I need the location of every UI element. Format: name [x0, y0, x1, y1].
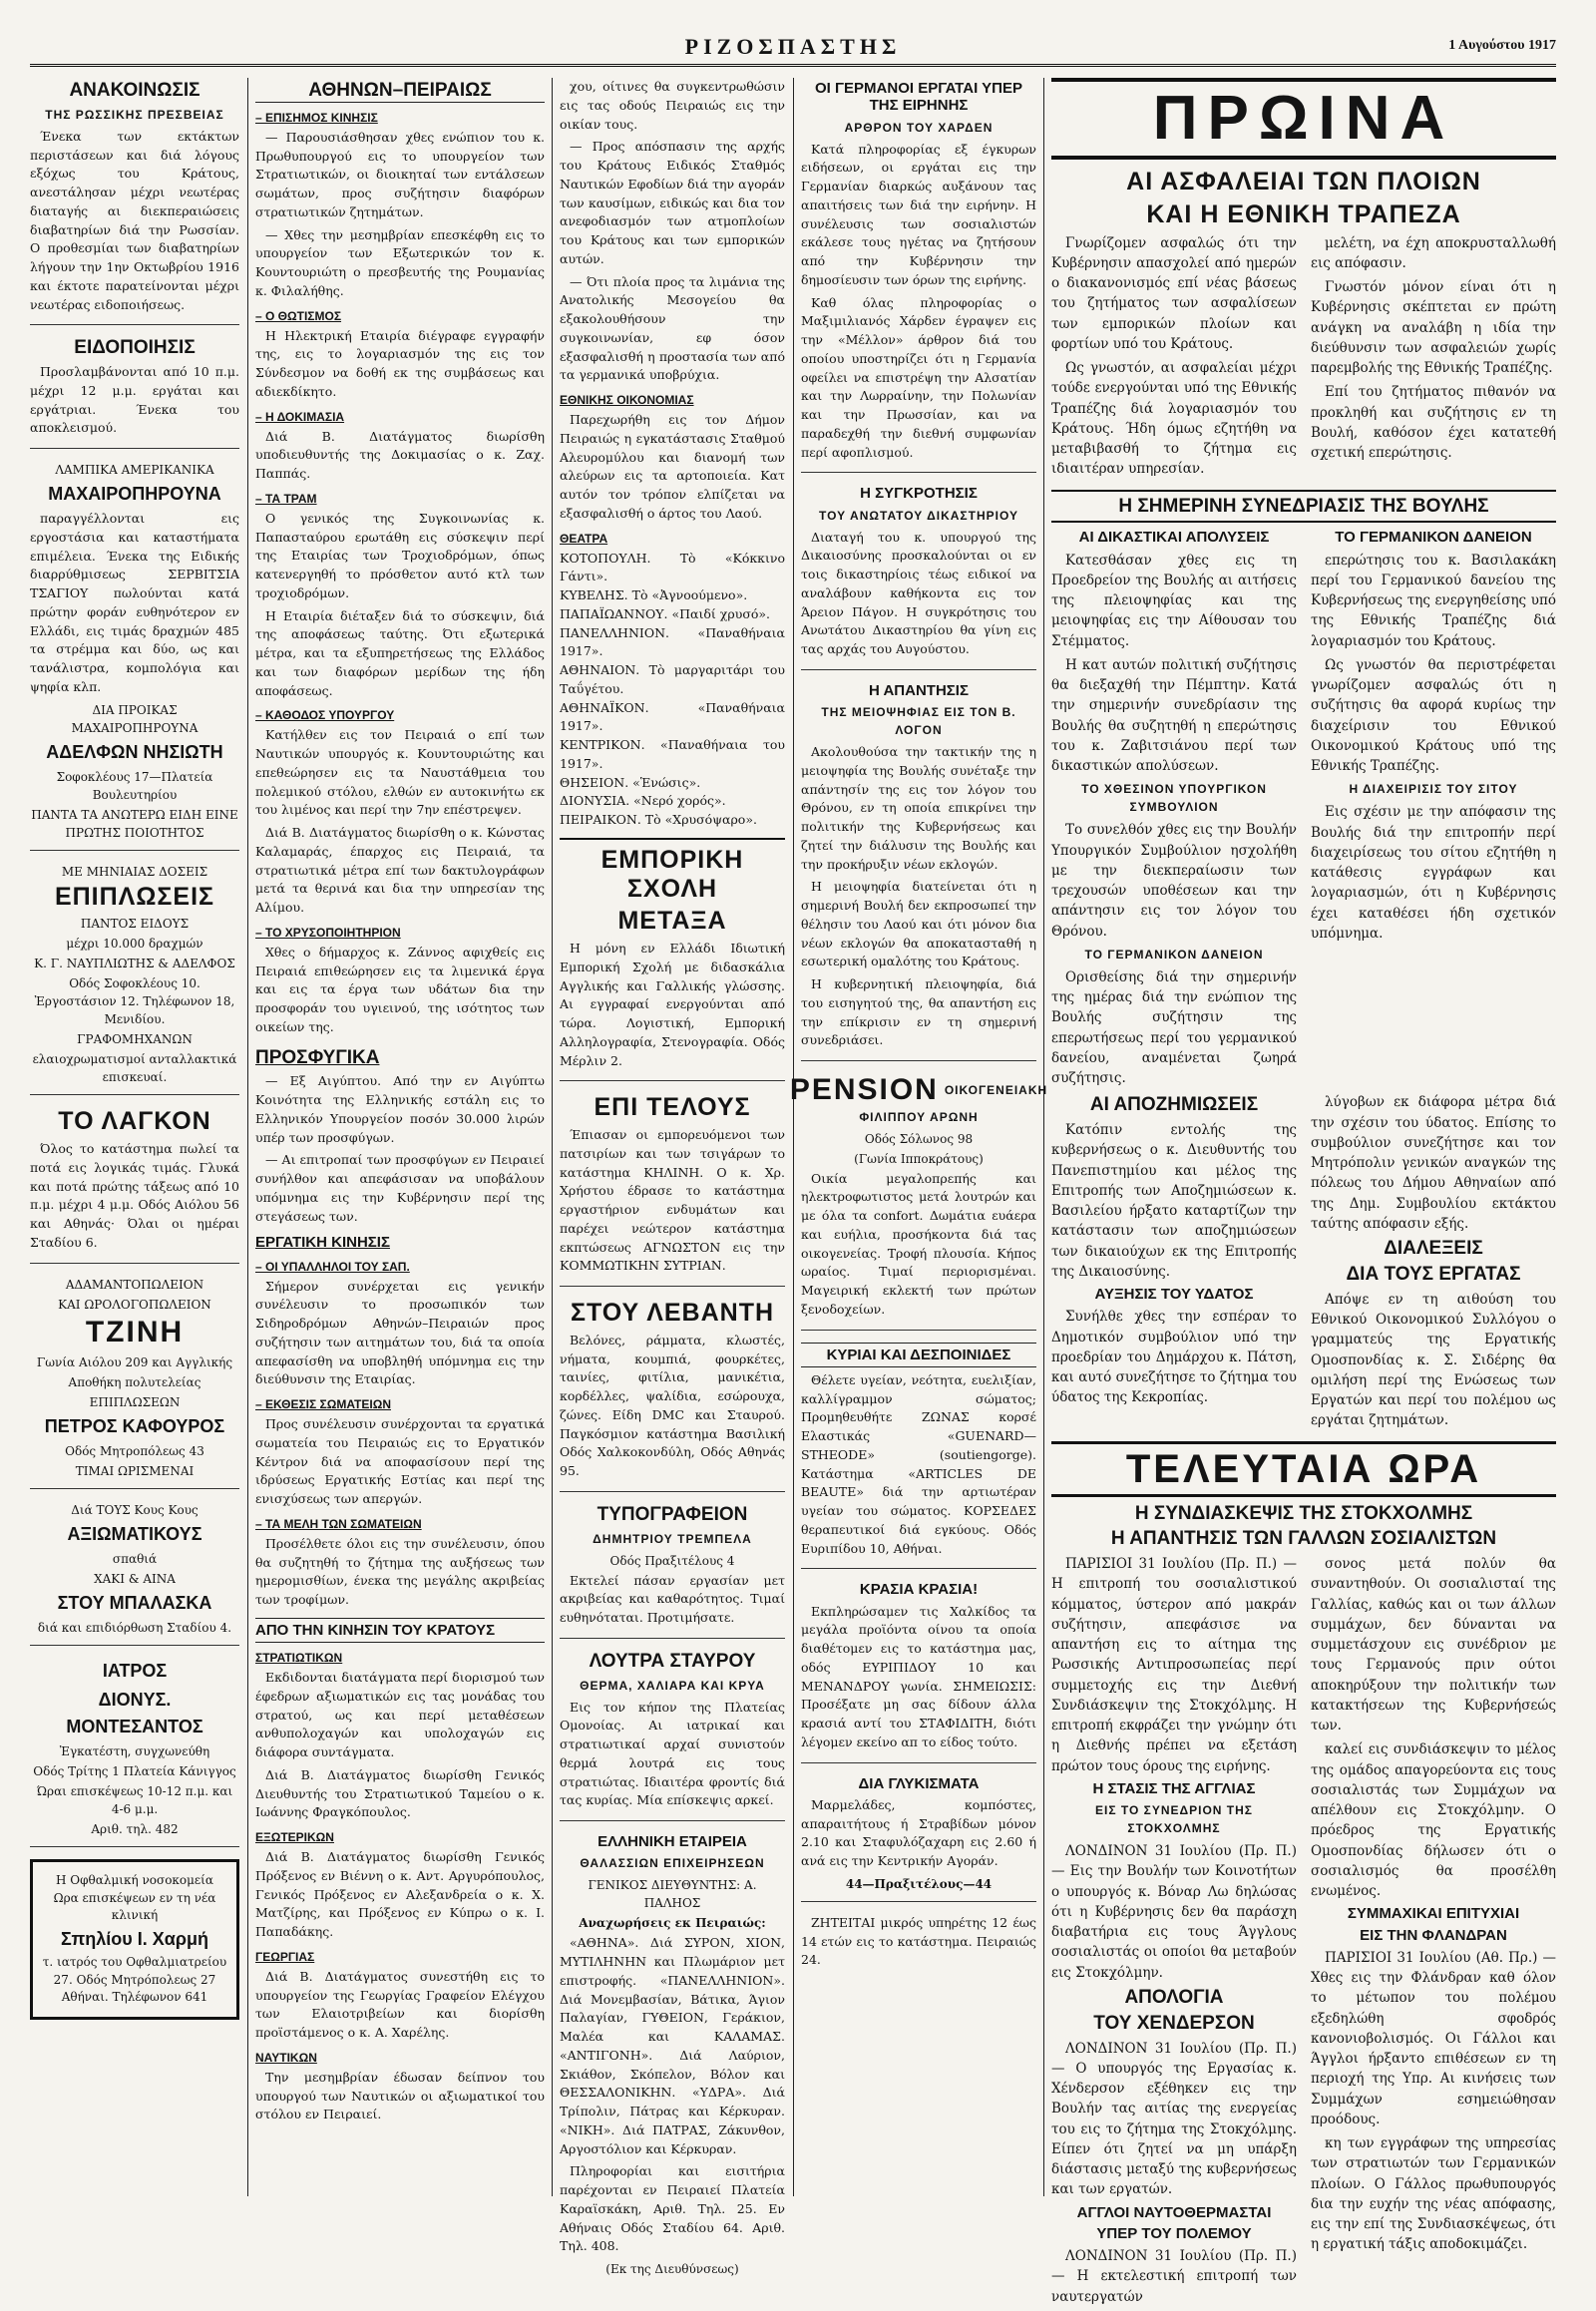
ad-title: ΕΛΛΗΝΙΚΗ ΕΤΑΙΡΕΙΑ	[598, 1833, 747, 1851]
ad-text: Εκτελεί πάσαν εργασίαν μετ ακριβείας και καθαρότητος. Τιμαί ευθηνόταται. Προτιμήσατε.	[560, 1572, 785, 1626]
item-heading: ΘΕΑΤΡΑ	[560, 531, 608, 546]
item-heading: – ΤΑ ΤΡΑΜ	[255, 491, 317, 506]
ad-title: ΣΤΟΥ ΜΠΑΛΑΣΚΑ	[57, 1593, 212, 1614]
headline: ΑΙ ΑΣΦΑΛΕΙΑΙ ΤΩΝ ΠΛΟΙΩΝ	[1126, 168, 1481, 195]
ad-ophthalmic-boxed	[30, 1859, 239, 2019]
body-text: Χθες ο δήμαρχος κ. Ζάννος αφιχθείς εις Πειραιά επιθεώρησεν εις τα λιμενικά έργα και εις τα έργα των υδάτων δια την προσφοράν του υγιεινού, της ισότητος των οικείων της.	[255, 944, 545, 1034]
ad-line: Ἐγκατέστη, συγχωνεύθη	[59, 1744, 210, 1759]
ad-furniture	[30, 863, 239, 1096]
newspaper-name: ΡΙΖΟΣΠΑΣΤΗΣ	[684, 34, 902, 59]
body-text: Γνωστόν μόνον είναι ότι η Κυβέρνησις σκέπτεται εν πρώτη ανάγκη να αναλάβη η ιδία την διεύθυνσιν των ασφαλειών χωρίς παρεμβολής της Εθνικής Τραπέζης.	[1311, 279, 1556, 376]
body-text: Η Ηλεκτρική Εταιρία διέγραφε εγγραφήν της, εις το λογαριασμόν της εις τον Σύνδεσμον να δοθή εκ της συμβάσεως και αδιεκδίκητο.	[255, 327, 545, 399]
body-text: κη των εγγράφων της υπηρεσίας των στρατιωτών των Γερμανικών πλοίων. Ο Γάλλος πρωθυπουργός δια την ευχήν της νέας απόφασης, εις την επί της Συνδιασκέψεως, ότι η εργατική τάξις αποδοκιμάζει.	[1311, 2135, 1556, 2253]
body-text: Η Εταιρία διέταξεν διά το σύσκεψιν, διά της αποφάσεως ταύτης. Ότι εξωτερικά μέτρα, και τα εξυπηρετήσεως της Ελλάδος και των διαφόρων μερίδων της ήδη αποφάσεως.	[255, 607, 545, 698]
item-heading: – Ο ΘΩΤΙΣΜΟΣ	[255, 308, 342, 323]
ad-line: ΔΙΑ ΠΡΟΙΚΑΣ ΜΑΧΑΙΡΟΠΗΡΟΥΝΑ	[71, 702, 199, 735]
banner-last-hour: ΤΕΛΕΥΤΑΙΑ ΩΡΑ	[1051, 1441, 1556, 1497]
ad-line: Αριθ. τηλ. 482	[91, 1822, 179, 1837]
ad-title: ΤΟ ΛΑΓΚΟΝ	[58, 1107, 211, 1136]
ad-text: Η μόνη εν Ελλάδι Ιδιωτική Εμπορική Σχολή με διδασκάλια Αγγλικής και Γαλλικής γλώσσης. Αι εγγραφαί ενεργούνται από τώρα. Λογιστική, Εμπορική Αλληλογραφία, Στενογραφία. Οδός Μέρλιν 2.	[560, 941, 785, 1068]
ad-shipping-company	[560, 1833, 785, 2286]
body-text: Η μειοψηφία διατείνεται ότι η σημερινή Βουλή δεν εκπροσωπεί την θέλησιν του Λαού και ότι μόνον δια νέων εκλογών θα αποκατασταθή η εσωτερική ομαλότης του Κράτους.	[801, 879, 1036, 969]
ad-at-last	[560, 1093, 785, 1287]
body-text: — Παρουσιάσθησαν χθες ενώπιον του κ. Πρωθυπουργού εις το υπουργείον των Στρατιωτικών, οι διοικηταί των εντάλσεων σωμάτων, προς συζήτησιν διαφόρων στρατιωτικών ζητημάτων.	[255, 129, 545, 219]
body-text: Γνωρίζομεν ασφαλώς ότι την Κυβέρνησιν απασχολεί από ημερών ο διακανονισμός επί νέας βάσεως του ζητήματος των ασφαλίσεων των εμπορικών πλοίων και φορτίων υπό του Κράτους.	[1051, 234, 1297, 352]
ad-title: Σπηλίου Ι. Χαρμή	[61, 1929, 208, 1950]
body-text: Ως γνωστόν, αι ασφαλείαι μέχρι τούδε ενεργούνται υπό της Εθνικής Τραπέζης διά λογαριασμόν του Κράτους. Ήδη όμως εζητήθη να μεταβιβασθή το ζήτημα εις ιδιαιτέραν υπηρεσίαν.	[1051, 360, 1297, 478]
headline: ΣΥΜΜΑΧΙΚΑΙ ΕΠΙΤΥΧΙΑΙ	[1347, 1905, 1520, 1923]
ad-line: Αποθήκη πολυτελείας	[68, 1375, 201, 1390]
ad-text: «ΑΘΗΝΑ». Διά ΣΥΡΟΝ, ΧΙΟΝ, ΜΥΤΙΛΗΝΗΝ και Πλωμάριον μετ επιστροφής. «ΠΑΝΕΛΛΗΝΙΟΝ». Διά Μονεμβασίαν, Βάτικα, Άγιον Παλαγίαν, ΓΥΘΕΙΟΝ, Γεράκιον, Μαλέα και ΚΑΛΑΜΑΣ. «ΑΝΤΙΓΟΝΗ». Διά Λαύριον, Σκιάθον, Σκόπελον, Βόλον και ΘΕΣΣΑΛΟΝΙΚΗΝ. «ΥΔΡΑ». Διά Τρίπολιν, Πάτρας και Κέρκυραν. «ΝΙΚΗ». Διά ΠΑΤΡΑΣ, Ζάκυνθον, Αργοστόλιον και Κέρκυραν.	[560, 1935, 785, 2156]
body-text: Ο γενικός της Συγκοινωνίας κ. Παπασταύρου ερωτάθη εις σύσκεψιν περί της Εταιρίας των Τροχιοδρόμων, όπως κατενεργηθή το πρόσθετον αυτό κτλ των τροχιοδρόμων.	[255, 510, 545, 600]
item-heading: ΕΘΝΙΚΗΣ ΟΙΚΟΝΟΜΙΑΣ	[560, 393, 694, 407]
subheadline: ΤΗΣ ΜΕΙΟΨΗΦΙΑΣ ΕΙΣ ΤΟΝ Β. ΛΟΓΟΝ	[821, 705, 1016, 737]
masthead	[30, 34, 1556, 67]
headline: ΕΙΔΟΠΟΙΗΣΙΣ	[74, 337, 196, 359]
body-text: — Εξ Αιγύπτου. Από την εν Αιγύπτω Κοινότητα της Ελληνικής εστάλη εις το Ελληνικόν Υπουργείον ποσόν 30.000 λιρών υπέρ των προσφύγων.	[255, 1073, 545, 1145]
body-text: Διαταγή του κ. υπουργού της Δικαιοσύνης προσκαλούνται οι εν τοις δικαστηρίοις τέως ειδικοί να αναλάβουν καθήκοντα εις τον Άρειον Πάγον. Η συγκρότησις του Ανωτάτου Δικαστηρίου θα γίνη εις τας αρχάς του Αυγούστου.	[801, 529, 1036, 656]
body-text: Παρεχωρήθη εις τον Δήμον Πειραιώς η εγκατάστασις Σταθμού Αλευρομύλου και διανομή των αλεύρων εις τα αρτοποιεία. Κατ αυτόν τον τρόπον ελπίζεται να εξασφαλισθή ο άρτος του Λαού.	[560, 412, 785, 521]
headline: ΔΙΑ ΤΟΥΣ ΕΡΓΑΤΑΣ	[1346, 1263, 1521, 1285]
ad-line: (Εκ της Διευθύνσεως)	[605, 2262, 739, 2277]
body-text: ΠΑΡΙΣΙΟΙ 31 Ιουλίου (Πρ. Π.) — Η επιτροπή του σοσιαλιστικού κόμματος, ύστερον από μακράν συζήτησιν, απεφάσισε να απαντήση εις το αίτημα της Ρωσσικής Αντιπροσωπείας περί συμμετοχής εις την Διεθνή Συνδιάσκεψιν της Στοκχόλμης. Η επιτροπή εκφράζει την γνώμην ότι η Διεθνής πρέπει να εξετάση πρώτον τους όρους της ειρήνης.	[1051, 1556, 1297, 1774]
body-text: Διά Β. Διατάγματος διωρίσθη υποδιευθυντής της Δοκιμασίας ο κ. Ζαχ. Παππάς.	[255, 428, 545, 482]
body-text: ΛΟΝΔΙΝΟΝ 31 Ιουλίου (Πρ. Π.) — Η εκτελεστική επιτροπή των ναυτεργατών	[1051, 2248, 1297, 2305]
ad-title: ΣΤΟΥ ΛΕΒΑΝΤΗ	[570, 1299, 775, 1327]
two-column-text	[1051, 527, 1556, 1092]
headline: ΟΙ ΓΕΡΜΑΝΟΙ ΕΡΓΑΤΑΙ ΥΠΕΡ ΤΗΣ ΕΙΡΗΝΗΣ	[815, 80, 1022, 115]
ad-title: ΛΟΥΤΡΑ ΣΤΑΥΡΟΥ	[589, 1650, 756, 1672]
subheadline: ΤΟ ΓΕΡΜΑΝΙΚΟΝ ΔΑΝΕΙΟΝ	[1335, 529, 1532, 547]
ad-title: ΔΙΟΝΥΣ. ΜΟΝΤΕΣΑΝΤΟΣ	[66, 1690, 203, 1737]
column-5	[1051, 78, 1556, 2305]
two-column-text	[1051, 1092, 1556, 1434]
body-text: Η κατ αυτών πολιτική συζήτησις θα διεξαχθή την Πέμπτην. Κατά την σημερινήν συνεδρίασιν της Βουλής θα συζητηθή η επερώτησις του κ. Ζαβιτσιάνου περί των δικαστικών απολύσεων.	[1051, 656, 1297, 775]
body-text: — Αι επιτροπαί των προσφύγων εν Πειραιεί συνήλθον και απεφάσισαν να υποβάλουν υπόμνημα εις την Κυβέρνησιν περί της στεγάσεως των.	[255, 1152, 545, 1224]
column-4	[789, 78, 1048, 2216]
ad-line: μέχρι 10.000 δραχμών	[66, 937, 203, 952]
body-text: Καθ όλας πληροφορίας ο Μαξιμιλιανός Χάρδεν έγραψεν εις την «Μέλλον» άρθρον διά του οποίου υποστηρίζει ότι η Γερμανία οφείλει να επιστρέψη την Αλσατίαν και την Λωρραίνην, την Πολωνίαν και την Πρωσσίαν, και να παραδεχθή την διεθνή συμφωνίαν περί αφοπλισμού.	[801, 294, 1036, 460]
body-text: Την μεσημβρίαν έδωσαν δείπνον του υπουργού των Ναυτικών οι αξιωματικοί του στόλου εν Πειραιεί.	[255, 2069, 545, 2122]
body-text: Κατόπιν εντολής της κυβερνήσεως ο κ. Διευθυντής του Πανεπιστημίου και μέλος της Επιτροπής των Αποζημιώσεων κ. Βασιλείου ήρξατο καταρτίζων την κατάστασιν των αποζημιώσεων των δικαιούχων εκ της Επιτροπής της Δικαιοσύνης.	[1051, 1122, 1297, 1280]
headline: ΔΙΑΛΕΞΕΙΣ	[1384, 1238, 1483, 1260]
body-text: Ως γνωστόν θα περιστρέφεται γνωρίζομεν ασφαλώς ότι η συζήτησις θα αφορά κυρίως την διαχείρισιν του Εθνικού Οικονομικού Κράτους υπό της Εθνικής Τραπέζης.	[1311, 656, 1556, 775]
section-title: ΑΘΗΝΩΝ–ΠΕΙΡΑΙΩΣ	[255, 80, 545, 103]
ad-line: τ. ιατρός του Οφθαλμιατρείου	[42, 1955, 227, 1970]
section-title: ΠΡΟΣΦΥΓΙΚΑ	[255, 1046, 380, 1068]
ad-line: σπαθιά	[112, 1552, 158, 1567]
body-text: Το συνελθόν χθες εις την Βουλήν Υπουργικόν Συμβούλιον ησχολήθη με την διεκπεραίωσιν των τρεχουσών υποθέσεων και την απάντησιν εις τον λόγον του Θρόνου.	[1051, 822, 1297, 940]
item-heading: – ΕΚΘΕΣΙΣ ΣΩΜΑΤΕΙΩΝ	[255, 1397, 391, 1412]
headline: Η ΣΤΑΣΙΣ ΤΗΣ ΑΓΓΛΙΑΣ	[1092, 1779, 1256, 1797]
ad-ladies	[801, 1343, 1036, 1570]
banner-morning-news: ΠΡΩΙΝΑ	[1051, 78, 1556, 160]
section-title: ΕΡΓΑΤΙΚΗ ΚΙΝΗΣΙΣ	[255, 1234, 390, 1252]
headline: ΑΓΓΛΟΙ ΝΑΥΤΟΘΕΡΜΑΣΤΑΙ	[1076, 2203, 1272, 2221]
item-heading: – ΤΟ ΧΡΥΣΟΠΟΙΗΤΗΡΙΟΝ	[255, 925, 401, 940]
ad-line: ΧΑΚΙ & ΑΙΝΑ	[94, 1572, 176, 1587]
body-text: Η κυβερνητική πλειοψηφία, διά του εισηγητού της, θα απαντήση εις την επίκρισιν εν τη σημερινή συνεδριάσει.	[801, 976, 1036, 1048]
ad-line: Ωρα επισκέψεων εν τη νέα κλινική	[53, 1890, 216, 1922]
ad-jeweler	[30, 1276, 239, 1490]
column-3	[560, 78, 785, 2277]
body-text: Προσλαμβάνονται από 10 π.μ. μέχρι 12 μ.μ. εργάται και εργάτριαι. Ένεκα του αποκλεισμού.	[30, 364, 239, 436]
ad-text: Εις τον κήπον της Πλατείας Ομονοίας. Αι ιατρικαί και στρατιωτικαί αρχαί συνιστούν θερμά λουτρά εις τους στρατιώτας. Ιδιαιτέρα φροντίς διά τας κυρίας. Μία επίσκεψις αρκεί.	[560, 1699, 785, 1808]
headline: ΥΠΕΡ ΤΟΥ ΠΟΛΕΜΟΥ	[1096, 2224, 1252, 2242]
two-column-text	[1051, 233, 1556, 484]
supreme-court-article	[801, 485, 1036, 670]
theatre-item: ΠΑΝΕΛΛΗΝΙΟΝ. «Παναθήναια 1917».	[560, 624, 785, 659]
ad-baths	[560, 1651, 785, 1821]
body-text: ΛΟΝΔΙΝΟΝ 31 Ιουλίου (Πρ. Π.) — Εις την Βουλήν των Κοινοτήτων ο υπουργός κ. Βόναρ Λω δηλώσας ότι η Κυβέρνησις δεν θα παράσχη διαβατήρια εις τους Άγγλους σοσιαλιστάς οι οποίοι θα μεταβούν εις Στοκχόλμην.	[1051, 1843, 1297, 1981]
body-text: Ένεκα των εκτάκτων περιστάσεων και διά λόγους εξόχως του Κράτους, ανεστάλησαν μέχρι νεωτέρας διαταγής αι διεκπεραιώσεις διαβατηρίων διά την Ρωσσίαν. Ο προθεσμίαι των διαβατηρίων λήγουν την 1ην Οκτωβρίου 1916 και έκτοτε παρατείνονται μέχρι νεωτέρας ειδοποιήσεως.	[30, 128, 239, 312]
ad-line: Η Οφθαλμική νοσοκομεία	[56, 1873, 213, 1888]
headline: Η ΣΥΝΔΙΑΣΚΕΨΙΣ ΤΗΣ ΣΤΟΚΧΟΛΜΗΣ	[1134, 1502, 1473, 1524]
item-heading: – ΟΙ ΥΠΑΛΛΗΛΟΙ ΤΟΥ ΣΑΠ.	[255, 1259, 410, 1274]
body-text: Διά Β. Διατάγματος διωρίσθη Γενικός Πρόξενος εν Βιέννη ο κ. Αντ. Αργυρόπουλος, Γενικός Πρόξενος εν Αλεξανδρεία ο κ. Χ. Ματζίρης, και Πρόξενος εν Κύπρω ο κ. Ι. Παπαδάκης.	[255, 1849, 545, 1940]
ad-cutlery	[30, 461, 239, 851]
theatre-item: ΚΥΒΕΛΗΣ. Τὸ «Ἀγνοούμενο».	[560, 587, 748, 602]
ad-line: Διά ΤΟΥΣ Κους Κους	[71, 1503, 199, 1518]
theatre-item: ΠΕΙΡΑΙΚΟΝ. Τὸ «Χρυσόψαρο».	[560, 812, 757, 827]
ad-line: ΓΕΝΙΚΟΣ ΔΙΕΥΘΥΝΤΗΣ: Α. ΠΑΛΗΟΣ	[588, 1878, 757, 1911]
column-rule	[552, 78, 553, 2196]
ad-line: ΑΔΑΜΑΝΤΟΠΩΛΕΙΟΝ	[65, 1277, 204, 1292]
body-text: Κατεσθάσαν χθες εις τη Προεδρείον της Βουλής αι αιτήσεις της πλειοψηφίας και της μειοψηφίας εις την Αίθουσαν του Στέμματος.	[1051, 552, 1297, 649]
ad-text: Βελόνες, ράμματα, κλωστές, νήματα, κουμπιά, φουρκέτες, ταινίες, φιτίλια, μανικέτια, κορδέλλες, ψαλίδια, εσώρουχα, ζώνες. Είδη DMC και Σταυρού. Παγκόσμιον κατάστημα Βασιλική Οδός Χαλκοκονδύλη, Οδός Αθηνάς 95.	[560, 1332, 785, 1478]
subheadline: ΑΡΘΡΟΝ ΤΟΥ ΧΑΡΔΕΝ	[844, 120, 994, 135]
ad-line: διά και επιδιόρθωση Σταδίου 4.	[37, 1621, 232, 1636]
headline: ΕΙΣ ΤΗΝ ΦΛΑΝΔΡΑΝ	[1360, 1926, 1507, 1944]
headline: ΑΙ ΑΠΟΖΗΜΙΩΣΕΙΣ	[1089, 1094, 1259, 1116]
ad-title: ΑΞΙΩΜΑΤΙΚΟΥΣ	[67, 1524, 202, 1545]
body-text: Ορισθείσης διά την σημερινήν της ημέρας διά την ενώπιον της Βουλής συζήτησιν της επερωτήσεως περί του γερμανικού δανείου, αναμένεται ζωηρά συζήτησις.	[1051, 968, 1297, 1087]
ad-title: ΜΑΧΑΙΡΟΠΗΡΟΥΝΑ	[48, 484, 221, 505]
item-heading: – ΚΑΘΟΔΟΣ ΥΠΟΥΡΓΟΥ	[255, 708, 395, 723]
headline: ΚΑΙ Η ΕΘΝΙΚΗ ΤΡΑΠΕΖΑ	[1146, 199, 1461, 228]
ad-title: ΕΠΙ ΤΕΛΟΥΣ	[594, 1093, 751, 1122]
item-heading: ΓΕΩΡΓΙΑΣ	[255, 1949, 315, 1964]
column-rule	[793, 78, 794, 2196]
ad-line: ελαιοχρωματισμοί ανταλλακτικά επισκευαί.	[32, 1052, 237, 1085]
theatre-item: ΑΘΗΝΑΪΚΟΝ. «Παναθήναια 1917».	[560, 699, 785, 734]
ad-line: ΚΑΙ ΩΡΟΛΟΓΟΠΩΛΕΙΟΝ	[58, 1297, 211, 1312]
item-heading: – Η ΔΟΚΙΜΑΣΙΑ	[255, 409, 345, 424]
body-text: Διά Β. Διατάγματος διωρίσθη ο κ. Κώνστας Καλαμαράς, έπαρχος εις Πειραιά, τα στρατιωτικά μέτρα επί των δακτυλογράφων μετά τα θερινά και δια την υπηρεσίαν της Αλίμου.	[255, 825, 545, 916]
ad-subtitle: ΟΙΚΟΓΕΝΕΙΑΚΗ	[944, 1083, 1048, 1098]
theatre-list	[560, 550, 785, 830]
ad-title: ΕΠΙΠΛΩΣΕΙΣ	[54, 882, 215, 911]
ad-line: ΛΑΜΠΙΚΑ ΑΜΕΡΙΚΑΝΙΚΑ	[55, 463, 214, 478]
body-text: — Χθες την μεσημβρίαν επεσκέφθη εις το υπουργείον των Εξωτερικών τον κ. Κουντουριώτη ο πρεσβευτής της Ρουμανίας κ. Φιλαλήθης.	[255, 226, 545, 298]
ad-subtitle: ΔΗΜΗΤΡΙΟΥ ΤΡΕΜΠΕΛΑ	[593, 1531, 752, 1546]
ad-levantis	[560, 1299, 785, 1492]
headline: ΤΟΥ ΧΕΝΔΕΡΣΟΝ	[1093, 2012, 1255, 2034]
theatre-item: ΠΑΠΑΪΩΑΝΝΟΥ. «Παιδί χρυσό».	[560, 605, 770, 621]
subheadline: ΑΙ ΔΙΚΑΣΤΙΚΑΙ ΑΠΟΛΥΣΕΙΣ	[1078, 529, 1270, 547]
ad-doctor	[30, 1658, 239, 1847]
item-heading: – ΕΠΙΣΗΜΟΣ ΚΙΝΗΣΙΣ	[255, 110, 378, 125]
subheadline: ΤΟΥ ΑΝΩΤΑΤΟΥ ΔΙΚΑΣΤΗΡΙΟΥ	[819, 508, 1018, 523]
ad-line: ΓΡΑΦΟΜΗΧΑΝΩΝ	[77, 1032, 193, 1047]
ad-line: Γωνία Αιόλου 209 και Αγγλικής	[36, 1355, 233, 1370]
ad-title: ΔΙΑ ΓΛΥΚΙΣΜΑΤΑ	[858, 1774, 980, 1792]
headline: ΑΥΞΗΣΙΣ ΤΟΥ ΥΔΑΤΟΣ	[1094, 1286, 1254, 1304]
ad-line: Οδός Μητροπόλεως 43	[65, 1444, 204, 1459]
ad-wanted	[801, 1914, 1036, 1980]
body-text: ΛΟΝΔΙΝΟΝ 31 Ιουλίου (Πρ. Π.) — Ο υπουργός της Εργασίας κ. Χένδερσον εξέθηκεν εις την Βουλήν τας αιτίας της ενεργείας του εις το ζήτημα της Στοκχόλμης. Είπεν ότι ζητεί να μη υπάρξη διάστασις μεταξύ της κυβερνήσεως και των εργατών.	[1051, 2040, 1297, 2198]
ad-title: ΕΜΠΟΡΙΚΗ ΣΧΟΛΗ	[600, 845, 744, 903]
ad-title: ΚΥΡΙΑΙ ΚΑΙ ΔΕΣΠΟΙΝΙΔΕΣ	[801, 1343, 1036, 1367]
minority-reply-article	[801, 682, 1036, 1061]
body-text: καλεί εις συνδιάσκεψιν το μέλος της ομάδος απαγορεύοντα εις τους σοσιαλιστάς των Συμμάχων να απέλθουν εις Στοκχόλμην. Ο πρόεδρος της Εργατικής Ομοσπονδίας δήλωσεν ότι ο σοσιαλισμός θα προσέλθη ενωμένος.	[1311, 1741, 1556, 1900]
section-title: ΑΠΟ ΤΗΝ ΚΙΝΗΣΙΝ ΤΟΥ ΚΡΑΤΟΥΣ	[255, 1618, 545, 1643]
ad-text: Έπιασαν οι εμπορευόμενοι των πατσιρίων και των τσιγάρων το κατάστημα ΚΗΛΙΝΗ. Ο κ. Χρ. Χρήστου έδρασε το κατάστημα εργαστήριον ενδυμάτων και παρέχει νεώτερον κατάστημα εκπτώσεως ΑΓΝΩΣΤΟΝ εις την ΚΟΜΜΩΤΙΚΗΝ ΣΥΤΡΙΑΝ.	[560, 1127, 785, 1274]
ad-pension	[789, 1073, 1048, 1331]
body-text: — Ότι πλοία προς τα λιμάνια της Ανατολικής Μεσογείου θα εξακολουθήσουν την συγκοινωνίαν, εφ όσον εξασφαλισθή η προστασία των από τα γερμανικά υποβρύχια.	[560, 273, 785, 383]
ad-business-school	[560, 838, 785, 1082]
headline: Η ΑΠΑΝΤΗΣΙΣ	[869, 681, 969, 699]
body-text: — Προς απόσπασιν της αρχής του Κράτους Ειδικός Σταθμός Ναυτικών Εφοδίων διά την αγοράν των καυσίμων, ειδικώς και δια τον ανεφοδιασμόν των ατμοπλοίων του Κράτους και των εμπορικών αυτών.	[560, 139, 785, 266]
item-heading: – ΤΑ ΜΕΛΗ ΤΩΝ ΣΩΜΑΤΕΙΩΝ	[255, 1516, 422, 1531]
subheadline: ΤΗΣ ΡΩΣΣΙΚΗΣ ΠΡΕΣΒΕΙΑΣ	[45, 107, 224, 122]
body-text: Εις σχέσιν με την απόφασιν της Βουλής διά την επιτροπήν περί διαχειρίσεως του σίτου εζητήθη η κατάθεσις εγγράφων και λογαριασμών, ότι η Κυβέρνησις έχει καταθέσει ήδη σχετικόν υπόμνημα.	[1311, 804, 1556, 942]
subheadline: ΤΟ ΓΕΡΜΑΝΙΚΟΝ ΔΑΝΕΙΟΝ	[1084, 947, 1264, 962]
body-text: σονος μετά πολύν θα συναντηθούν. Οι σοσιαλισταί της Γαλλίας, καθώς και οι των άλλων συμμάχων, δεν δύνανται να συμμετάσχουν εις συνέδριον με τους Γερμανούς πριν ούτοι αποκηρύξουν την πολιτικήν των κατακτήσεων της Κυβερνήσεώς των.	[1311, 1556, 1556, 1734]
body-text: Προσέλθετε όλοι εις την συνέλευσιν, όπου θα συζητηθή το ζήτημα της αυξήσεως των ημερομισθίων, ένεκα της μεγάλης ακριβείας των τροφίμων.	[255, 1535, 545, 1608]
column-rule	[247, 78, 248, 2196]
theatre-item: ΔΙΟΝΥΣΙΑ. «Νερό χορός».	[560, 793, 726, 809]
ad-line: Αθήναι. Τηλέφωνον 641	[61, 1990, 208, 2005]
ad-line: Οδός Τρίτης 1 Πλατεία Κάνιγγος	[33, 1764, 236, 1779]
ad-text: Πληροφορίαι και εισιτήρια παρέχονται εν Πειραιεί Πλατεία Καραϊσκάκη, Αριθ. Τηλ. 25. Εν Αθήναις Οδός Σταδίου 64. Αριθ. Τηλ. 408.	[560, 2163, 785, 2254]
ad-line: 44—Πραξιτέλους—44	[845, 1876, 993, 1891]
ad-line: (Γωνία Ιπποκράτους)	[854, 1151, 984, 1166]
body-text: χου, οίτινες θα συγκεντρωθώσιν εις τας οδούς Πειραιώς εις την οικίαν τους.	[560, 79, 785, 132]
column-rule	[1043, 78, 1044, 2196]
two-column-text	[1051, 1554, 1556, 2311]
body-text: Εκδιδονται διατάγματα περί διορισμού των έφεδρων αξιωματικών εις τας μονάδας του στρατού, ως και περί μεταθέσεων ανθυπολοχαγών και υπολοχαγών εις διάφορα συντάγματα.	[255, 1670, 545, 1760]
ad-title: ΤΥΠΟΓΡΑΦΕΙΟΝ	[597, 1503, 748, 1525]
ad-line: Σοφοκλέους 17—Πλατεία Βουλευτηρίου	[56, 769, 213, 802]
ad-text: Οικία μεγαλοπρεπής και ηλεκτροφωτιστος μετά λουτρών και με όλα τα confort. Δωμάτια ευάερα και ευήλια, προσήκοντα διά τας οικογενείας. Τροφή πλουσία. Κήπος ωραίος. Τιμαί περιορισμέναι. Μαγειρική εκλεκτή των πρώτων ξενοδοχείων.	[801, 1170, 1036, 1317]
ad-line: Οδός Σόλωνος 98	[864, 1131, 974, 1146]
ad-printshop	[560, 1504, 785, 1639]
ad-title: ΠΕΤΡΟΣ ΚΑΦΟΥΡΟΣ	[44, 1416, 225, 1437]
body-text: Ακολουθούσα την τακτικήν της η μειοψηφία της Βουλής συνέταξε την απάντησίν της εις τον λόγον του Θρόνου, εν τη οποία επικρίνει την πολιτικήν της Κυβερνήσεως και ζητεί την διάλυσιν της Βουλής και την προκήρυξιν νέων εκλογών.	[801, 744, 1036, 872]
item-heading: ΕΞΩΤΕΡΙΚΩΝ	[255, 1830, 334, 1845]
ad-line: Οδός Σοφοκλέους 10. Ἐργοστάσιον 12. Τηλέφωνον 18, Μενιδίου.	[34, 976, 235, 1027]
german-workers-article	[801, 80, 1036, 473]
ad-title-row	[789, 1073, 1048, 1108]
ad-title: ΜΕΤΑΞΑ	[617, 907, 727, 936]
ad-text: Εκπληρώσαμεν τις Χαλκίδος τα μεγάλα προϊόντα οίνου τα οποία διαθέτομεν εις το κατάστημα μας, οδός ΕΥΡΙΠΙΔΟΥ 10 και ΜΕΝΑΝΔΡΟΥ γωνία. ΣΗΜΕΙΩΣΙΣ: Προσέξατε μη σας δίδουν άλλα κρασιά αντί του ΣΤΑΦΙΔΙΤΗ, διότι λέγομεν εκείνο απ το είδος τούτο.	[801, 1603, 1036, 1749]
body-text: Συνήλθε χθες την εσπέραν το Δημοτικόν συμβούλιον υπό την προεδρίαν του Δημάρχου κ. Πάτση, και αυτό συνεζήτησε το ζήτημα του ύδατος της Κεκροπίας.	[1051, 1309, 1297, 1406]
ad-subtitle: ΦΙΛΙΠΠΟΥ ΑΡΩΝΗ	[859, 1109, 979, 1124]
ad-text: Θέλετε υγείαν, νεότητα, ευελιξίαν, καλλίγραμμον σώματος; Προμηθευθήτε ΖΩΝΑΣ κορσέ Ελαστικάς «GUENARD—STHEODE» (soutiengorge). Κατάστημα «ARTICLES DE BEAUTE» διά την αρτιωτέραν υγείαν του σώματος. ΚΟΡΣΕΔΕΣ θεραπευτικοί διά εγκύους. Οδός Ευριπίδου 10, Αθήναι.	[801, 1371, 1036, 1556]
ad-line: ΕΠΙΠΛΩΣΕΩΝ	[89, 1395, 181, 1410]
theatre-item: ΑΘΗΝΑΙΟΝ. Τὸ μαργαριτάρι του Ταΰγέτου.	[560, 662, 785, 696]
ad-text: ΖΗΤΕΙΤΑΙ μικρός υπηρέτης 12 έως 14 ετών εις το κατάστημα. Πειραιώς 24.	[801, 1914, 1036, 1968]
ad-title: ΤΖΙΝΗ	[85, 1315, 185, 1348]
ad-line: ΤΙΜΑΙ ΩΡΙΣΜΕΝΑΙ	[75, 1464, 195, 1479]
headline: ΑΠΟΛΟΓΙΑ	[1124, 1986, 1224, 2008]
ad-title: ΚΡΑΣΙΑ ΚΡΑΣΙΑ!	[859, 1581, 979, 1599]
ad-line: ΠΑΝΤΑ ΤΑ ΑΝΩΤΕΡΩ ΕΙΔΗ ΕΙΝΕ ΠΡΩΤΗΣ ΠΟΙΟΤΗΤΟΣ	[31, 807, 238, 840]
body-text: Επί του ζητήματος πιθανόν να προκληθή και συζήτησις εν τη Βουλή, καθόσον έχει κατατεθή σχετική επερώτησις.	[1311, 384, 1556, 461]
body-text: λύγοβων εκ διάφορα μέτρα διά την σχέσιν του ύδατος. Επίσης το συμβούλιον συνεζήτησε και τον Μητρόπολιν γενικών αναγκών της πόλεως του Δήμου Αθηναίων από της Δημ. Συμβουλίου εκτάκτου ταύτης απόφασιν εξής.	[1311, 1094, 1556, 1232]
column-1	[30, 78, 239, 2216]
item-heading: ΣΤΡΑΤΙΩΤΙΚΩΝ	[255, 1651, 343, 1666]
ad-line: Κ. Γ. ΝΑΥΠΛΙΩΤΗΣ & ΑΔΕΛΦΟΣ	[34, 957, 235, 971]
ad-title: ΙΑΤΡΟΣ	[102, 1661, 168, 1682]
item-heading: ΝΑΥΤΙΚΩΝ	[255, 2050, 317, 2065]
ad-line: ΠΑΝΤΟΣ ΕΙΔΟΥΣ	[80, 917, 190, 932]
body-text: ΠΑΡΙΣΙΟΙ 31 Ιουλίου (Αθ. Πρ.) — Χθες εις την Φλάνδραν καθ όλον το μέτωπον του πολέμου εξεδηλώθη σφοδρός κανονιοβολισμός. Οι Γάλλοι και Άγγλοι ήρξαντο επιθέσεων εν τη περιοχή της Υπρ. Αι κινήσεις των Συμμάχων εσημειώθησαν προόδους.	[1311, 1949, 1556, 2127]
column-2	[255, 78, 545, 2216]
russian-embassy-notice	[30, 80, 239, 325]
ad-title: PENSION	[789, 1073, 939, 1106]
body-text: επερώτησις του κ. Βασιλακάκη περί του Γερμανικού δανείου της Κυβερνήσεως της ενεργηθείσης υπό της Εθνικής Τραπέζης διά λογαριασμόν του Κράτους.	[1311, 552, 1556, 649]
ad-subtitle: ΘΕΡΜΑ, ΧΑΛΙΑΡΑ ΚΑΙ ΚΡΥΑ	[580, 1678, 765, 1693]
notice-section	[30, 337, 239, 449]
subheadline: ΤΟ ΧΘΕΣΙΝΟΝ ΥΠΟΥΡΓΙΚΟΝ ΣΥΜΒΟΥΛΙΟΝ	[1081, 782, 1267, 815]
headline: Η ΑΠΑΝΤΗΣΙΣ ΤΩΝ ΓΑΛΛΩΝ ΣΟΣΙΑΛΙΣΤΩΝ	[1110, 1528, 1497, 1550]
headline: Η ΣΥΓΚΡΟΤΗΣΙΣ	[860, 485, 978, 503]
body-text: μελέτη, να έχη αποκρυσταλλωθή εις απόφασιν.	[1311, 234, 1556, 271]
ad-lagkon	[30, 1107, 239, 1263]
issue-date: 1 Αυγούστου 1917	[1448, 38, 1556, 53]
body-text: Διά Β. Διατάγματος διωρίσθη Γενικός Διευθυντής του Στρατιωτικού Ταμείου ο κ. Ιωάννης Φραγκόπουλος.	[255, 1766, 545, 1820]
ad-text: Όλος το κατάστημα πωλεί τα ποτά εις λογικάς τιμάς. Γλυκά και ποτά πρώτης τάξεως από 10 π.μ. μέχρι 4 μ.μ. Οδός Αιόλου 56 και Αθηνάς· Όλαι οι ημέραι Σταδίου 6.	[30, 1141, 239, 1250]
ad-wines	[801, 1581, 1036, 1762]
ad-text: Μαρμελάδες, κομπόστες, απαραιτήτους ή Στραβίδων μόνον 2.10 και Σταφυλόζαχαρη εις 2.60 ή ανά εις την Κεντρικήν Αγοράν.	[801, 1796, 1036, 1868]
ad-line: ΜΕ ΜΗΝΙΑΙΑΣ ΔΟΣΕΙΣ	[61, 864, 208, 879]
headline: ΑΝΑΚΟΙΝΩΣΙΣ	[69, 80, 200, 101]
ad-line: Ώραι επισκέψεως 10-12 π.μ. και 4-6 μ.μ.	[36, 1784, 233, 1817]
ad-sweets	[801, 1775, 1036, 1902]
ad-line: 27. Οδός Μητρόπολεως 27	[53, 1972, 216, 1987]
body-text: Απόψε εν τη αιθούση του Εθνικού Οικονομικού Συλλόγου ο γραμματεύς της Εργατικής Ομοσπονδίας κ. Σ. Σιδέρης θα ομιλήση περί της Ενώσεως των Εργατών και περί του πολέμου ως εργάται ζητημάτων.	[1311, 1291, 1556, 1429]
subheadline: Η ΔΙΑΧΕΙΡΙΣΙΣ ΤΟΥ ΣΙΤΟΥ	[1349, 782, 1518, 797]
theatre-item: ΚΟΤΟΠΟΥΛΗ. Τὸ «Κόκκινο Γάντι».	[560, 550, 785, 584]
headline: Η ΣΗΜΕΡΙΝΗ ΣΥΝΕΔΡΙΑΣΙΣ ΤΗΣ ΒΟΥΛΗΣ	[1051, 490, 1556, 524]
body-text: Προς συνέλευσιν συνέρχονται τα εργατικά σωματεία του Πειραιώς εις το Εργατικόν Κέντρον διά να αποφασίσουν περί της ιδρύσεως Εργατικής Εστίας και περί της ενισχύσεως των απεργών.	[255, 1416, 545, 1507]
ad-officers	[30, 1501, 239, 1646]
ad-subtitle: ΘΑΛΑΣΣΙΩΝ ΕΠΙΧΕΙΡΗΣΕΩΝ	[580, 1856, 765, 1871]
theatre-item: ΘΗΣΕΙΟΝ. «Ἑνώσις».	[560, 774, 701, 790]
body-text: Κατήλθεν εις τον Πειραιά ο επί των Ναυτικών υπουργός κ. Κουντουριώτης και επεθεώρησεν εις τα Ναυστάθμεια του πολεμικού στόλου, ελθών εν αυτοκινήτω εκ του λιμένος και περί την 7ην επέστρεψεν.	[255, 727, 545, 818]
body-text: Κατά πληροφορίας εξ έγκυρων ειδήσεων, οι εργάται εις την Γερμανίαν διαρκώς αυξάνουν τας απαιτήσεις των διά την ειρήνην. Η συνέλευσις των σοσιαλιστών εκάλεσε τους ηγέτας να ζητήσουν από την Κυβέρνησιν την δημοσίευσιν των όρων της ειρήνης.	[801, 141, 1036, 287]
ad-title: ΑΔΕΛΦΩΝ ΝΗΣΙΩΤΗ	[46, 741, 223, 762]
ad-line: Οδός Πραξιτέλους 4	[609, 1553, 735, 1568]
body-text: Σήμερον συνέρχεται εις γενικήν συνέλευσιν το προσωπικόν των Σιδηροδρόμων Αθηνών–Πειραιών προς συζήτησιν των αιτημάτων του, διά τα οποία απεφασίσθη να υποβληθή υπόμνημα εις την διεύθυνσιν της Εταιρίας.	[255, 1278, 545, 1387]
theatre-item: ΚΕΝΤΡΙΚΟΝ. «Παναθήναια του 1917».	[560, 737, 785, 771]
subheadline: ΕΙΣ ΤΟ ΣΥΝΕΔΡΙΟΝ ΤΗΣ ΣΤΟΚΧΟΛΜΗΣ	[1094, 1803, 1254, 1836]
ad-line: Αναχωρήσεις εκ Πειραιώς:	[579, 1916, 766, 1931]
body-text: Διά Β. Διατάγματος συνεστήθη εις το υπουργείον της Γεωργίας Γραφείον Ελέγχου των Ελαιοτριβείων και διορίσθη προϊστάμενος ο κ. Α. Χαρέλης.	[255, 1968, 545, 2041]
ad-text: παραγγέλλονται εις εργοστάσια και καταστήματα επιμέλεια. Ένεκα της Ειδικής διαρρύθμισεως ΣΕΡΒΙΤΣΙΑ ΤΣΑΓΙΟΥ πωλούνται κατά πρώτην φοράν ευθηνότερον εν Ελλάδι, εις τιμάς δραχμών 485 τα στρέμμα και δύο, ως και τανάλιστρα, κομπολόγια και ψηφία κλπ.	[30, 511, 239, 694]
